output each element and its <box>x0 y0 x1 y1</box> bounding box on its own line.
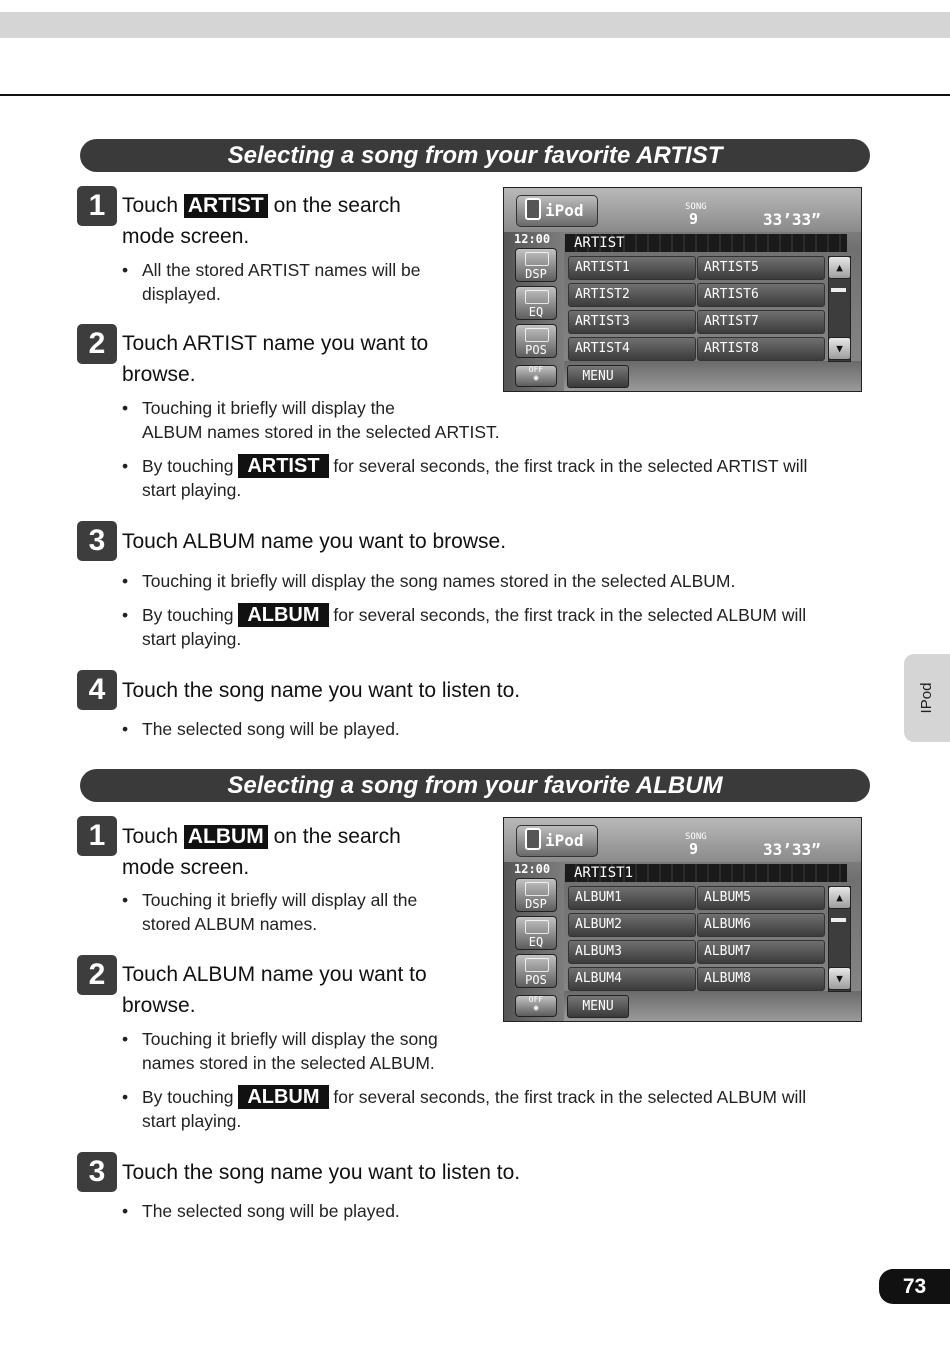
bullet-line: names stored in the selected ALBUM. <box>142 1053 435 1073</box>
album-key-label: ALBUM <box>238 603 328 627</box>
scroll-up-icon[interactable]: ▲ <box>828 256 851 279</box>
list-item[interactable]: ARTIST4 <box>568 337 696 361</box>
bullet-line: The selected song will be played. <box>142 1201 400 1221</box>
bullet-line: start playing. <box>142 1111 242 1131</box>
ipod-icon <box>525 828 541 850</box>
scroll-up-icon[interactable]: ▲ <box>828 886 851 909</box>
step-text-line2: mode screen. <box>122 856 250 879</box>
bullet-note: • All the stored ARTIST names will be displayed. <box>122 260 421 304</box>
album-key-label: ALBUM <box>238 1085 328 1109</box>
header-band <box>0 12 950 38</box>
step-number: 4 <box>77 670 117 710</box>
clock: 12:00 <box>514 862 551 876</box>
list-item[interactable]: ALBUM6 <box>697 913 825 937</box>
list-item[interactable]: ARTIST2 <box>568 283 696 307</box>
eq-icon <box>525 290 549 304</box>
bullet-line: The selected song will be played. <box>142 719 400 739</box>
bullet-text: By touching <box>142 456 234 476</box>
header-rule <box>0 94 950 96</box>
ipod-screen-artist <box>503 187 862 392</box>
ipod-screen-album <box>503 817 862 1022</box>
bullet-line: Touching it briefly will display the song names stored in the selected ALBUM. <box>142 571 736 591</box>
bullet-line: start playing. <box>142 480 242 500</box>
bullet-note: • Touching it briefly will display the song names stored in the selected ALBUM. <box>122 569 882 593</box>
dsp-button[interactable] <box>515 248 557 282</box>
off-label: OFF <box>528 365 544 374</box>
step-text-line2: browse. <box>122 994 196 1017</box>
clock: 12:00 <box>514 232 551 246</box>
scroll-down-icon[interactable]: ▼ <box>828 967 851 990</box>
bullet-line: Touching it briefly will display the song <box>142 1029 438 1049</box>
menu-button[interactable]: MENU <box>567 365 629 388</box>
step-text-pre: Touch <box>122 194 179 217</box>
ipod-label: iPod <box>545 831 584 850</box>
step-number: 3 <box>77 521 117 561</box>
step-text-line2: browse. <box>122 363 196 386</box>
chapter-label: IPod <box>918 682 935 714</box>
pos-button[interactable] <box>515 954 557 988</box>
bullet-text: By touching <box>142 605 234 625</box>
list-item[interactable]: ARTIST7 <box>697 310 825 334</box>
scroll-thumb[interactable] <box>831 918 846 922</box>
eq-label: EQ <box>528 305 544 319</box>
category-label: ARTIST1 <box>574 865 634 881</box>
bullet-note: • Touching it briefly will display the ALBUM names stored in the selected ARTIST. <box>122 398 500 442</box>
list-item[interactable]: ARTIST6 <box>697 283 825 307</box>
off-button[interactable]: OFF ◉ <box>515 995 557 1017</box>
dsp-label: DSP <box>525 897 547 911</box>
dsp-label: DSP <box>525 267 547 281</box>
album-key-label: ALBUM <box>184 825 268 849</box>
step-number: 1 <box>77 816 117 856</box>
step-text <box>122 190 401 252</box>
bullet-note: • Touching it briefly will display all the stored ALBUM names. <box>122 890 418 934</box>
step-text-line1: Touch ALBUM name you want to <box>122 963 427 986</box>
song-number: 9 <box>689 840 699 858</box>
step-text <box>122 959 427 1021</box>
list-item[interactable]: ALBUM2 <box>568 913 696 937</box>
list-item[interactable]: ALBUM7 <box>697 940 825 964</box>
section-title-artist: Selecting a song from your favorite ARTIST <box>80 139 870 172</box>
step-text: Touch the song name you want to listen to. <box>122 1161 521 1184</box>
ipod-icon <box>525 198 541 220</box>
list-item[interactable]: ARTIST3 <box>568 310 696 334</box>
category-label: ARTIST <box>574 235 625 251</box>
step-number: 1 <box>77 186 117 226</box>
dsp-icon <box>525 882 549 896</box>
bullet-text: for several seconds, the first track in the selected ALBUM will <box>333 605 807 625</box>
pos-label: POS <box>525 973 547 987</box>
dsp-icon <box>525 252 549 266</box>
bullet-note: • Touching it briefly will display the song names stored in the selected ALBUM. <box>122 1029 438 1073</box>
step-text-post: on the search <box>273 825 401 848</box>
list-item[interactable]: ALBUM4 <box>568 967 696 991</box>
bullet-note: • The selected song will be played. <box>122 1199 882 1223</box>
bullet-text: for several seconds, the first track in the selected ARTIST will <box>333 456 808 476</box>
step-text-line2: mode screen. <box>122 225 250 248</box>
bullet-note: • By touching ALBUM for several seconds, the first track in the selected ALBUM will start playing. <box>122 604 807 649</box>
pos-button[interactable] <box>515 324 557 358</box>
bullet-line: displayed. <box>142 284 221 304</box>
bullet-text: for several seconds, the first track in the selected ALBUM will <box>333 1087 807 1107</box>
chapter-side-tab <box>904 654 950 742</box>
bullet-line: ALBUM names stored in the selected ARTIST. <box>142 422 500 442</box>
dsp-button[interactable] <box>515 878 557 912</box>
song-label: SONG <box>685 202 707 212</box>
section-title-album: Selecting a song from your favorite ALBUM <box>80 769 870 802</box>
pos-label: POS <box>525 343 547 357</box>
list-item[interactable]: ARTIST1 <box>568 256 696 280</box>
bullet-line: Touching it briefly will display all the <box>142 890 418 910</box>
step-number: 2 <box>77 955 117 995</box>
play-time: 33’33” <box>763 840 821 859</box>
song-label: SONG <box>685 832 707 842</box>
step-text-post: on the search <box>273 194 401 217</box>
step-number: 2 <box>77 324 117 364</box>
list-item[interactable]: ALBUM8 <box>697 967 825 991</box>
eq-button[interactable] <box>515 916 557 950</box>
pos-icon <box>525 328 549 342</box>
ipod-source-button[interactable] <box>516 825 598 857</box>
list-item[interactable]: ALBUM1 <box>568 886 696 910</box>
bullet-line: start playing. <box>142 629 242 649</box>
step-text-line1: Touch ARTIST name you want to <box>122 332 429 355</box>
list-item[interactable]: ARTIST5 <box>697 256 825 280</box>
off-button[interactable]: OFF ◉ <box>515 365 557 387</box>
artist-key-label: ARTIST <box>184 194 268 218</box>
step-text <box>122 821 401 883</box>
list-item[interactable]: ALBUM3 <box>568 940 696 964</box>
step-text <box>122 328 428 390</box>
bullet-note: • By touching ALBUM for several seconds, the first track in the selected ALBUM will start playing. <box>122 1086 807 1131</box>
list-item[interactable]: ALBUM5 <box>697 886 825 910</box>
step-text-pre: Touch <box>122 825 179 848</box>
bullet-note: • The selected song will be played. <box>122 717 882 741</box>
list-item[interactable]: ARTIST8 <box>697 337 825 361</box>
eq-label: EQ <box>528 935 544 949</box>
off-label: OFF <box>528 995 544 1004</box>
song-number: 9 <box>689 210 699 228</box>
play-time: 33’33” <box>763 210 821 229</box>
bullet-line: All the stored ARTIST names will be <box>142 260 421 280</box>
artist-key-label: ARTIST <box>238 454 328 478</box>
eq-button[interactable] <box>515 286 557 320</box>
scroll-thumb[interactable] <box>831 288 846 292</box>
page-number: 73 <box>879 1269 950 1304</box>
ipod-source-button[interactable] <box>516 195 598 227</box>
ipod-label: iPod <box>545 201 584 220</box>
bullet-text: By touching <box>142 1087 234 1107</box>
bullet-note: • By touching ARTIST for several seconds, the first track in the selected ARTIST will start playing. <box>122 455 808 500</box>
step-text: Touch the song name you want to listen to. <box>122 679 521 702</box>
bullet-line: Touching it briefly will display the <box>142 398 395 418</box>
eq-icon <box>525 920 549 934</box>
bullet-line: stored ALBUM names. <box>142 914 318 934</box>
menu-button[interactable]: MENU <box>567 995 629 1018</box>
scroll-down-icon[interactable]: ▼ <box>828 337 851 360</box>
step-text: Touch ALBUM name you want to browse. <box>122 530 507 553</box>
pos-icon <box>525 958 549 972</box>
step-number: 3 <box>77 1152 117 1192</box>
